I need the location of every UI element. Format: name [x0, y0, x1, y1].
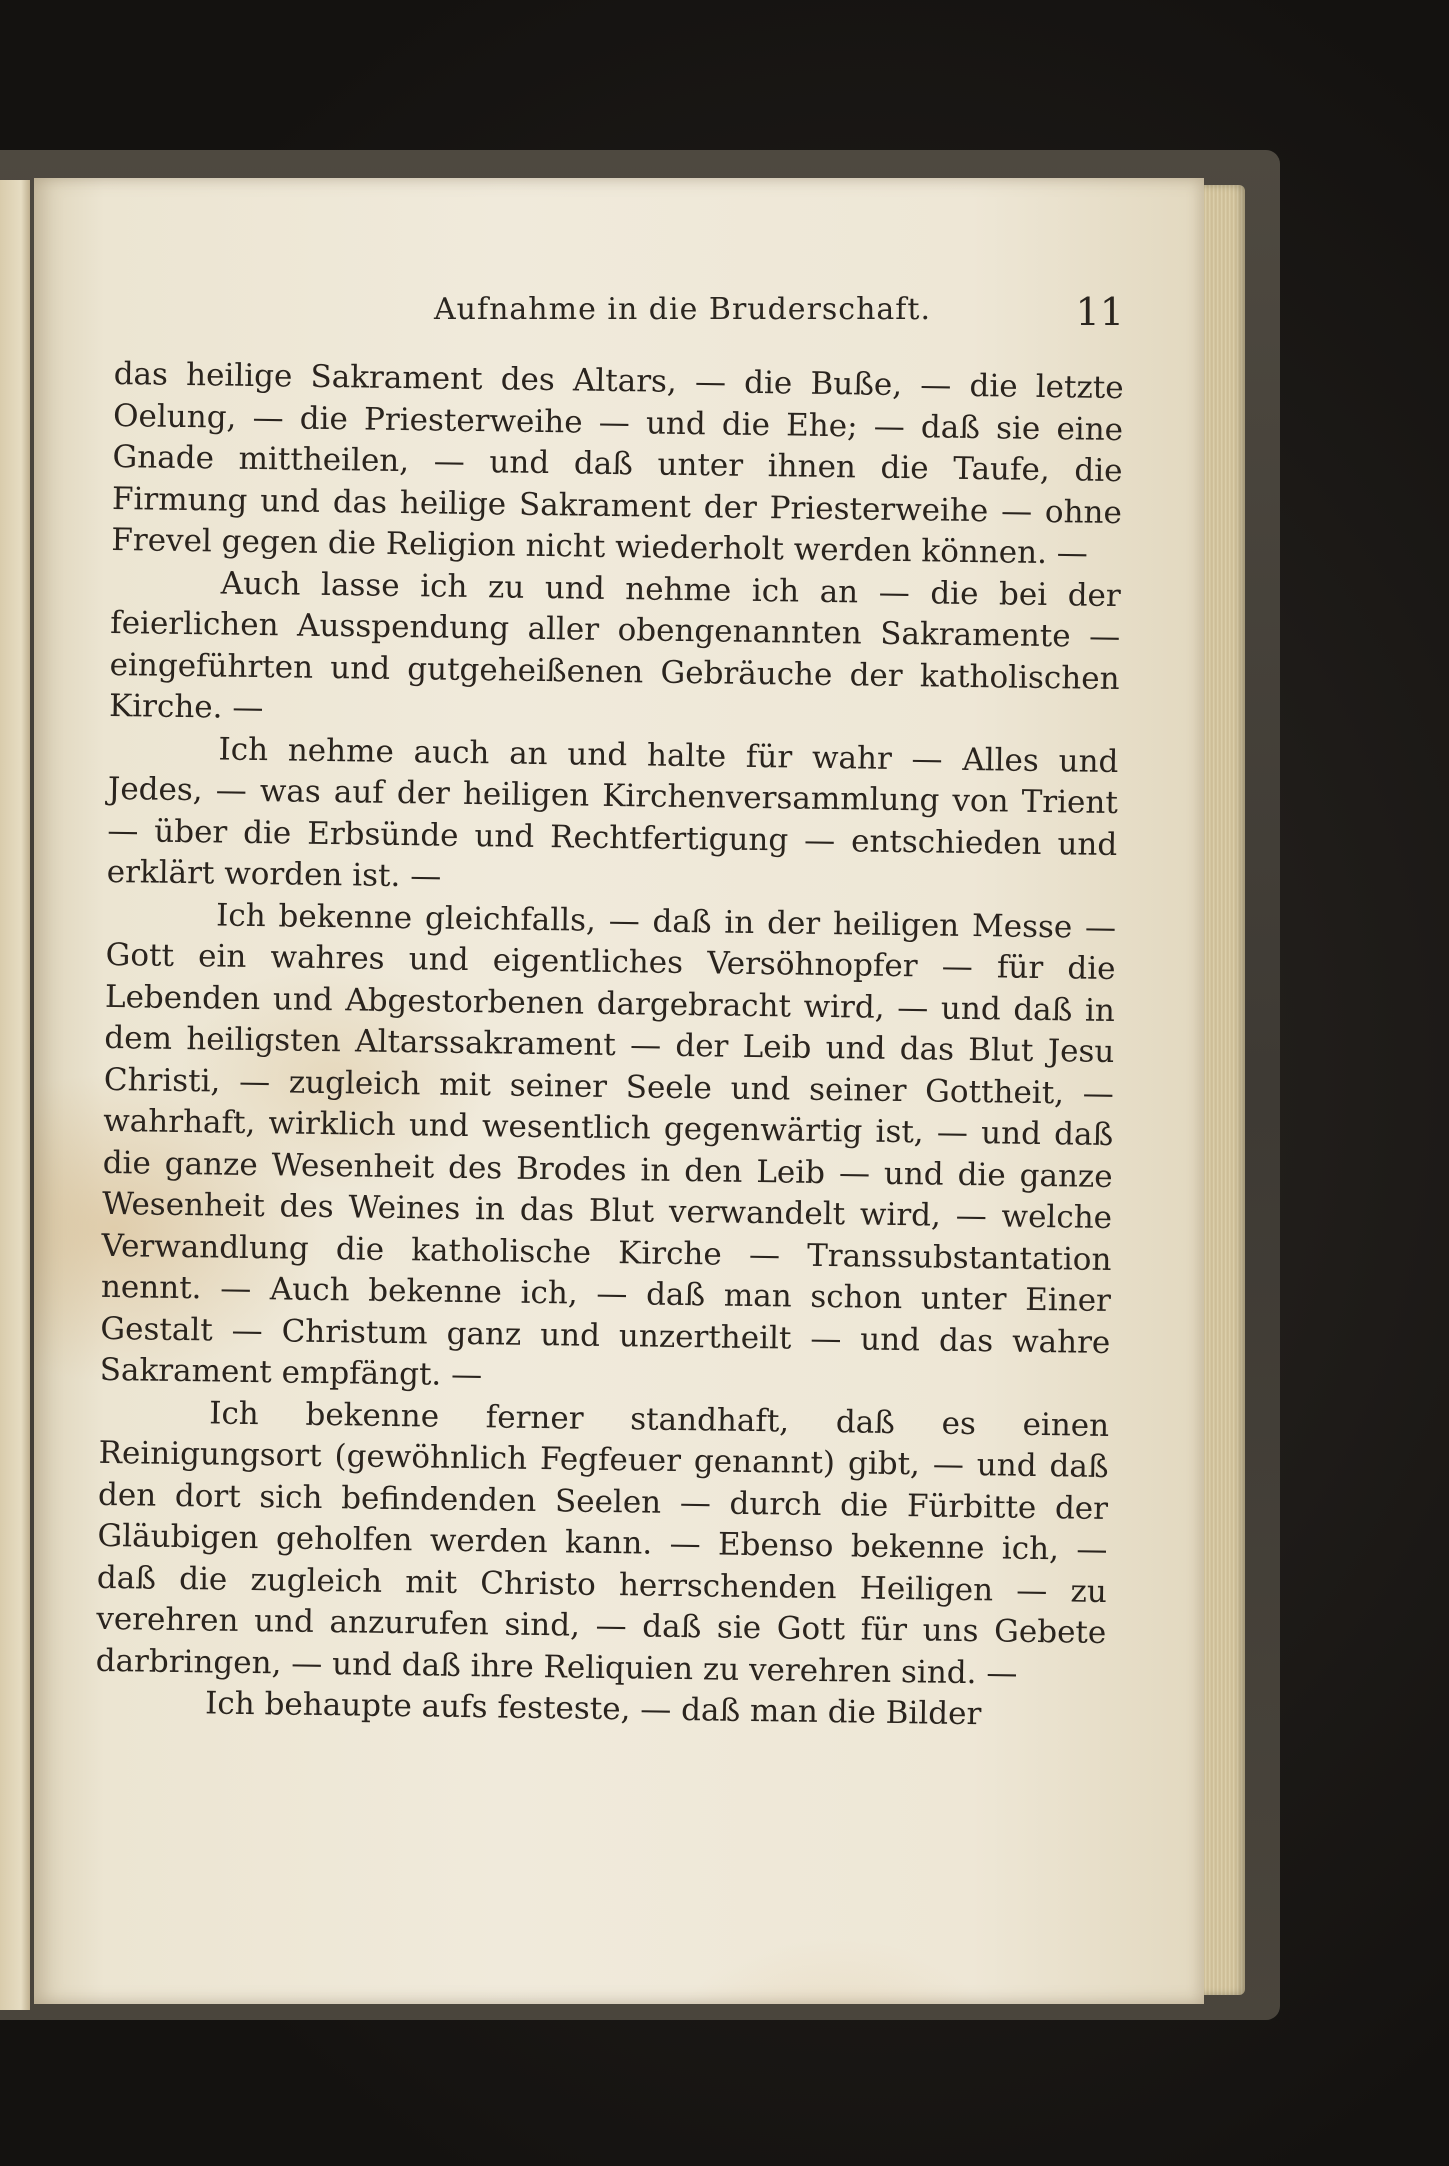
- paragraph-2: Auch lasse ich zu und nehme ich an — die bei der feierlichen Ausspendung aller obengenannten Sakramente — eingeführten und gutgeheißenen Gebräuche der katholischen Kirche. —: [108, 565, 1121, 727]
- paragraph-6: Ich behaupte aufs festeste, — daß man die Bilder: [204, 1685, 982, 1733]
- paragraph-3: Ich nehme auch an und halte für wahr — Alles und Jedes, — was auf der heiligen Kirchenversammlung von Trient — über die Erbsünde und Rechtfertigung — entschieden und erklärt worden ist. —: [106, 730, 1119, 895]
- paragraph-1: das heilige Sakrament des Altars, — die Buße, — die letzte Oelung, — die Priesterweihe — und die Ehe; — daß sie eine Gnade mittheilen, — und daß unter ihnen die Taufe, die Firmung und das heilige Sakrament der Priesterweihe — ohne Frevel gegen die Religion nicht wiederholt werden können. —: [111, 355, 1124, 572]
- paragraph-5: Ich bekenne ferner standhaft, daß es einen Reinigungsort (gewöhnlich Fegfeuer genannt) gibt, — und daß den dort sich befindenden Seelen — durch die Fürbitte der Gläubigen geholfen werden kann. — Ebenso bekenne ich, — daß die zugleich mit Christo herrschenden Heiligen — zu verehren und anzurufen sind, — daß sie Gott für uns Gebete darbringen, — und daß ihre Reliquien zu verehren sind. —: [95, 1394, 1110, 1692]
- paragraph-4: Ich bekenne gleichfalls, — daß in der heiligen Messe — Gott ein wahres und eigentliches Versöhnopfer — für die Lebenden und Abgestorbenen dargebracht wird, — und daß in dem heiligsten Altarssakrament — der Leib und das Blut Jesu Christi, — zugleich mit seiner Seele und seiner Gottheit, — wahrhaft, wirklich und wesentlich gegenwärtig ist, — und daß die ganze Wesenheit des Brodes in den Leib — und die ganze Wesenheit des Weines in das Blut verwandelt wird, — welche Verwandlung die katholische Kirche — Transsubstantation nennt. — Auch bekenne ich, — daß man schon unter Einer Gestalt — Christum ganz und unzertheilt — und das wahre Sakrament empfängt. —: [99, 896, 1117, 1394]
- left-page-edge: [0, 180, 30, 2010]
- running-head: [184, 278, 1164, 338]
- running-head-title: Aufnahme in die Bruderschaft.: [434, 292, 932, 327]
- body-text: [95, 354, 1124, 1737]
- book-page: [34, 178, 1204, 2004]
- page-number: 11: [1075, 290, 1124, 334]
